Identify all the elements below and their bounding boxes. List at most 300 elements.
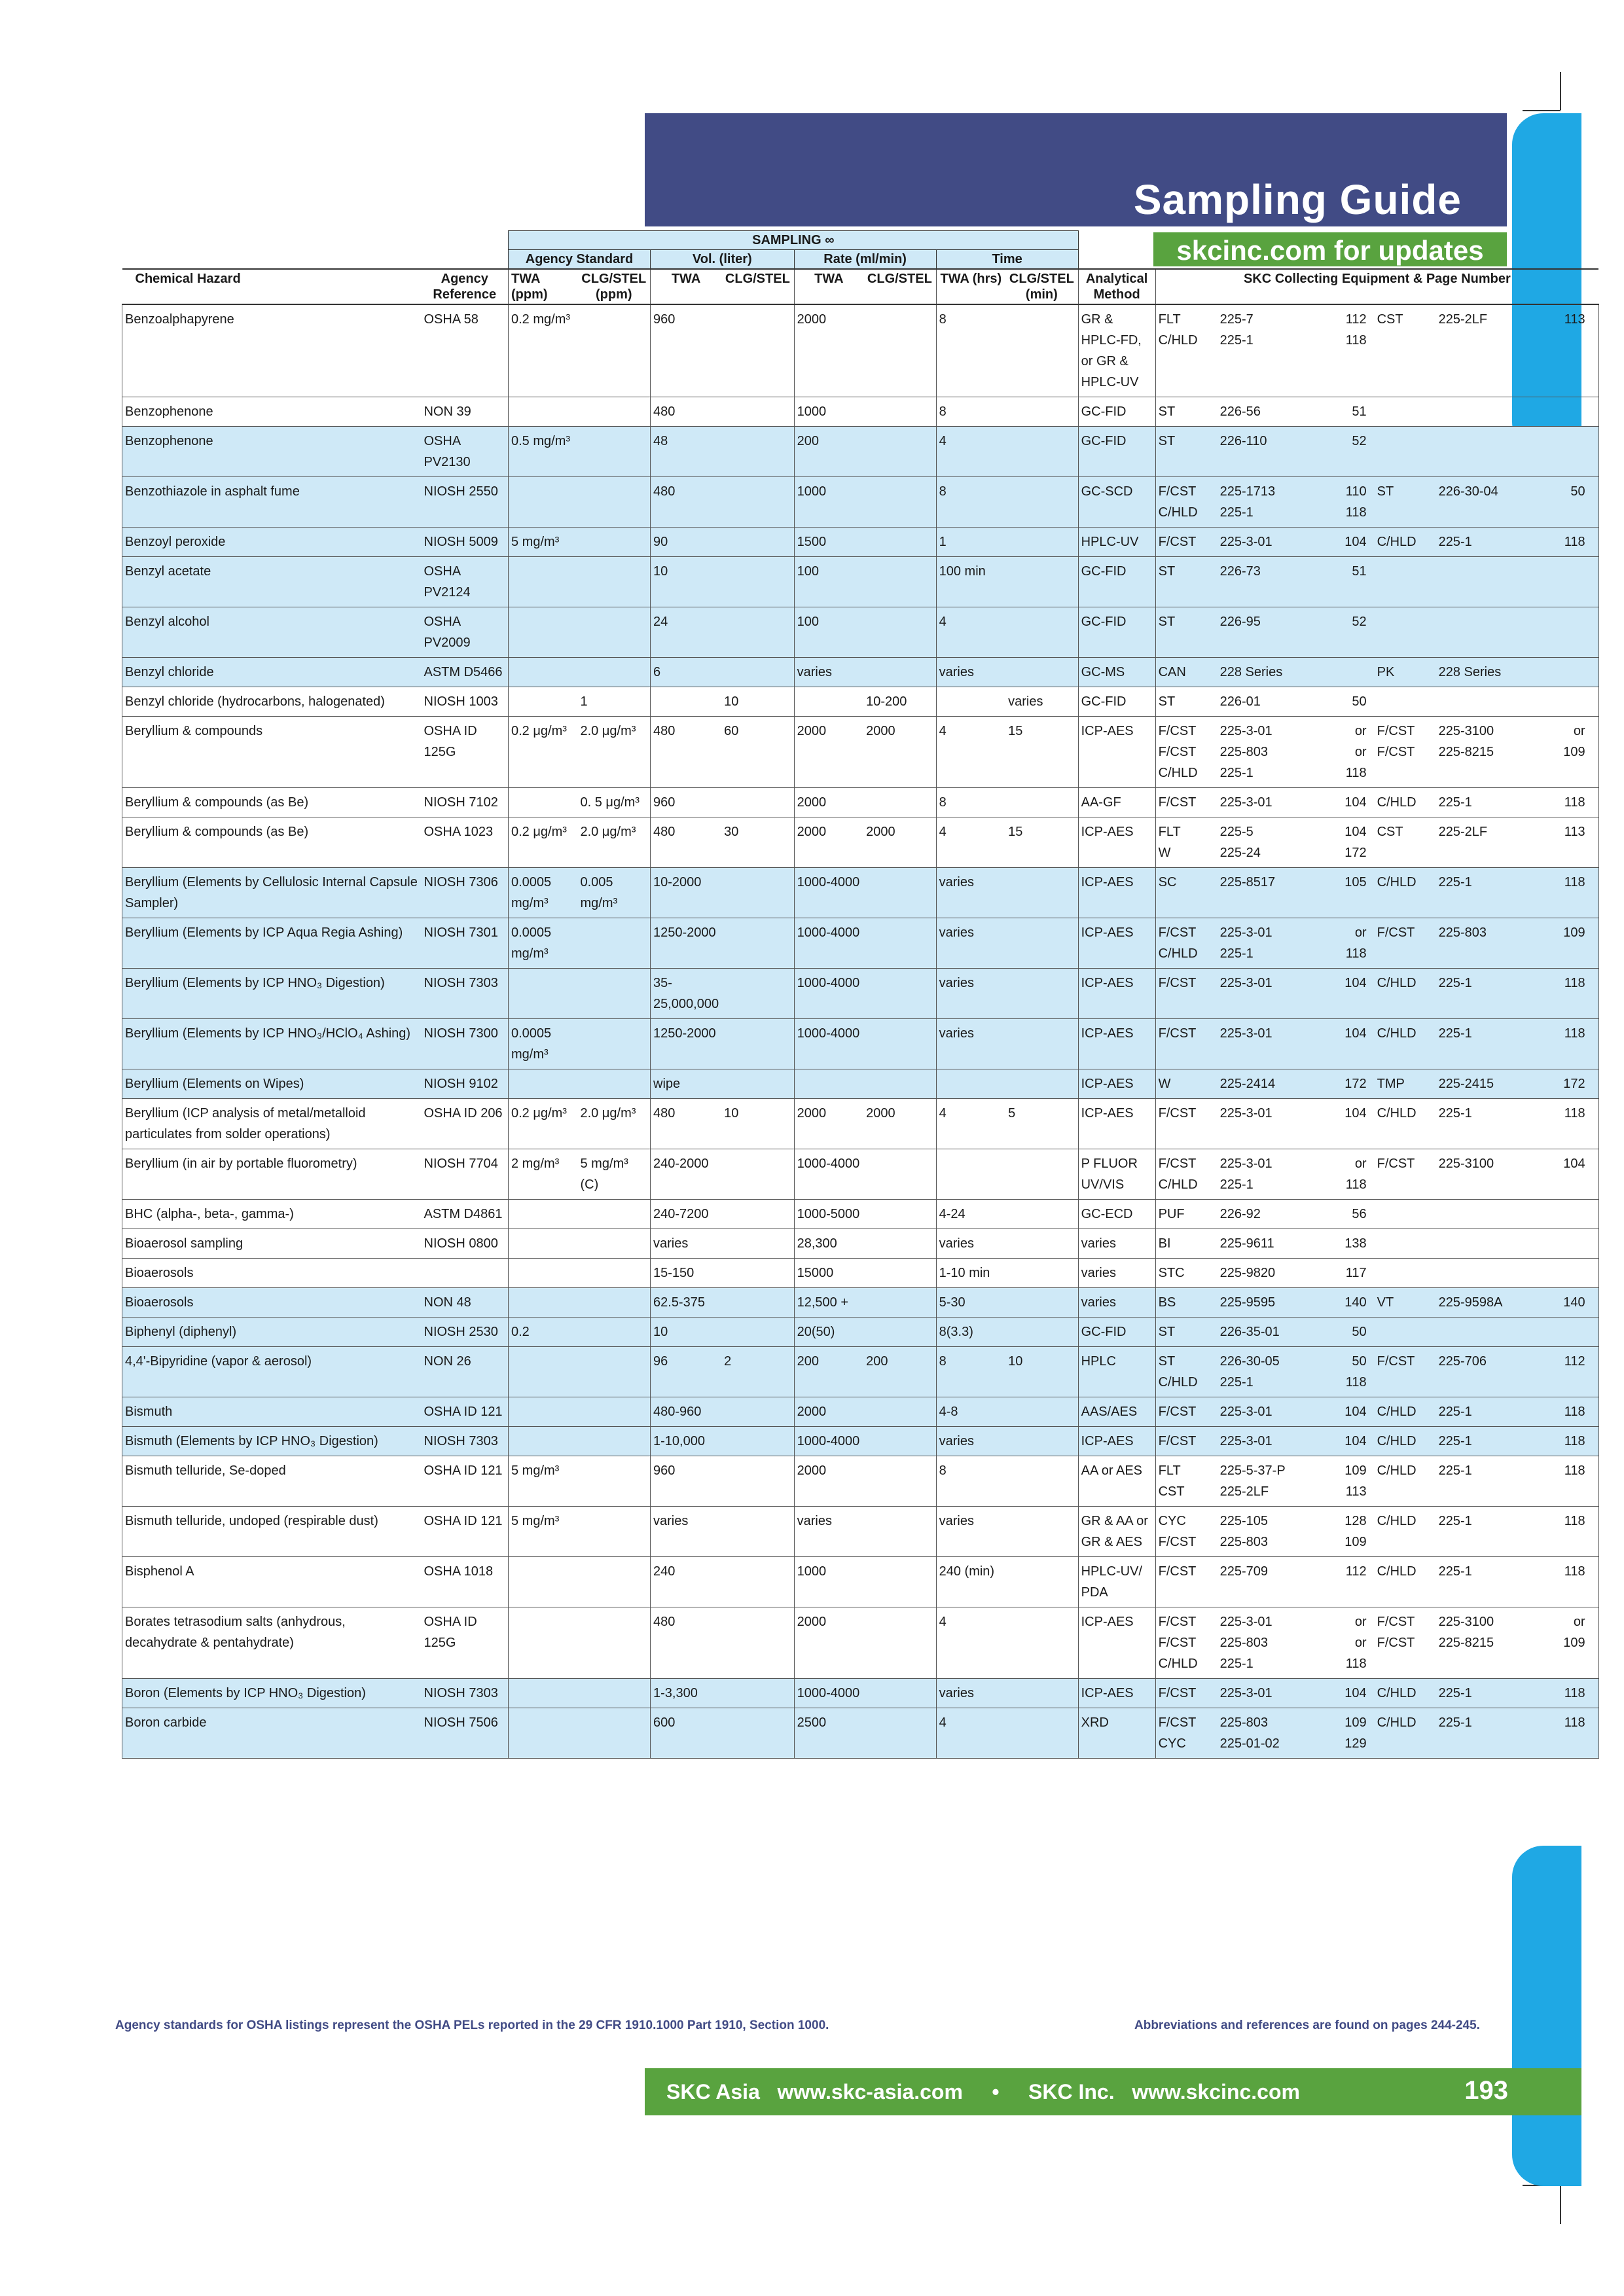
cell-vol-twa: 240-7200 — [651, 1200, 722, 1229]
cell-rate-clg-stel: 2000 — [863, 817, 936, 868]
cell-twa-ppm — [509, 477, 578, 528]
equipment-page — [1550, 611, 1596, 632]
cell-rate-clg-stel: 10-200 — [863, 687, 936, 717]
cell-agency-reference: NIOSH 7306 — [422, 868, 509, 918]
side-tab — [1512, 1846, 1581, 2186]
equipment-page: or — [1354, 745, 1367, 759]
equipment-code: ST — [1377, 484, 1394, 499]
equipment-number: 225-1 — [1219, 946, 1254, 961]
cell-clg-stel-ppm — [578, 607, 651, 658]
footer-band — [645, 2068, 1581, 2115]
equipment-code: F/CST — [1377, 925, 1415, 940]
cell-clg-stel-ppm — [578, 1397, 651, 1427]
cell-rate-clg-stel: 200 — [863, 1347, 936, 1397]
equipment-number: 225-1 — [1438, 795, 1472, 810]
equipment-page: 118 — [1564, 1564, 1585, 1579]
cell-agency-reference: NIOSH 7303 — [422, 969, 509, 1019]
cell-time-clg-stel — [1005, 658, 1078, 687]
cell-time-twa: 8 — [936, 397, 1005, 427]
equipment-page: 118 — [1564, 976, 1585, 990]
equipment-number: 225-8215 — [1438, 1636, 1494, 1650]
equipment-page — [1550, 1174, 1596, 1195]
cell-collecting-equipment — [1155, 304, 1598, 397]
sampling-table — [122, 230, 1599, 1759]
cell-twa-ppm — [509, 1557, 578, 1607]
cell-twa-ppm — [509, 607, 578, 658]
equipment-page — [1550, 1321, 1596, 1342]
cell-rate-twa: 1500 — [794, 528, 863, 557]
cell-analytical-method: GC-FID — [1078, 427, 1155, 477]
cell-analytical-method: GC-MS — [1078, 658, 1155, 687]
cell-vol-twa: 35-25,000,000 — [651, 969, 722, 1019]
cell-collecting-equipment — [1155, 817, 1598, 868]
equipment-code: ST — [1158, 1354, 1176, 1369]
equipment-page: 118 — [1564, 1026, 1585, 1041]
cell-time-twa: 8 — [936, 1456, 1005, 1507]
equipment-page: 50 — [1352, 1325, 1367, 1339]
equipment-line — [1159, 1174, 1596, 1195]
table-row — [122, 427, 1599, 477]
cell-vol-clg-stel — [721, 1019, 794, 1069]
cell-collecting-equipment — [1155, 1708, 1598, 1759]
equipment-code: CST — [1377, 825, 1403, 839]
equipment-code: F/CST — [1377, 1615, 1415, 1629]
cell-twa-ppm — [509, 1427, 578, 1456]
table-row — [122, 687, 1599, 717]
equipment-page: or — [1573, 724, 1585, 738]
equipment-code: C/HLD — [1158, 505, 1198, 520]
equipment-code: C/HLD — [1377, 1106, 1416, 1121]
equipment-code: F/CST — [1158, 1434, 1197, 1448]
equipment-page: 104 — [1344, 825, 1367, 839]
equipment-page: 104 — [1563, 1157, 1585, 1171]
equipment-code — [1377, 401, 1439, 422]
cell-chemical-hazard: Benzyl acetate — [122, 557, 422, 607]
cell-collecting-equipment — [1155, 557, 1598, 607]
equipment-line — [1159, 662, 1596, 683]
cell-twa-ppm: 0.0005 mg/m³ — [509, 1019, 578, 1069]
cell-clg-stel-ppm: 0.005 mg/m³ — [578, 868, 651, 918]
equipment-page — [1550, 1481, 1596, 1502]
equipment-code: FLT — [1158, 1463, 1181, 1478]
equipment-code: F/CST — [1158, 1535, 1197, 1549]
cell-vol-clg-stel — [721, 1069, 794, 1099]
equipment-code: C/HLD — [1158, 1177, 1198, 1192]
cell-chemical-hazard: Beryllium & compounds (as Be) — [122, 817, 422, 868]
equipment-code: C/HLD — [1377, 1405, 1416, 1419]
cell-rate-twa: 2000 — [794, 1456, 863, 1507]
equipment-number: 225-3-01 — [1219, 1157, 1272, 1171]
cell-agency-reference: NON 39 — [422, 397, 509, 427]
cell-twa-ppm: 0.2 μg/m³ — [509, 1099, 578, 1149]
equipment-page: 113 — [1345, 1484, 1367, 1499]
equipment-number: 225-1 — [1438, 1514, 1472, 1528]
cell-analytical-method: ICP-AES — [1078, 918, 1155, 969]
equipment-line — [1159, 1683, 1596, 1704]
equipment-line — [1159, 1073, 1596, 1094]
cell-clg-stel-ppm — [578, 1318, 651, 1347]
cell-vol-twa: 480 — [651, 717, 722, 788]
cell-chemical-hazard: Boron carbide — [122, 1708, 422, 1759]
updates-link[interactable]: skcinc.com for updates — [1176, 235, 1484, 266]
equipment-line — [1159, 309, 1596, 330]
equipment-page: 118 — [1345, 333, 1367, 348]
cell-chemical-hazard: Bioaerosol sampling — [122, 1229, 422, 1259]
equipment-code: C/HLD — [1377, 535, 1416, 549]
table-row — [122, 1557, 1599, 1607]
col-vol-twa: TWA — [651, 269, 722, 304]
equipment-page: 118 — [1564, 1106, 1585, 1121]
cell-vol-twa: 480 — [651, 1099, 722, 1149]
equipment-number: 225-9595 — [1219, 1295, 1276, 1310]
equipment-number: 226-95 — [1219, 615, 1261, 629]
cell-rate-twa: 15000 — [794, 1259, 863, 1288]
cell-collecting-equipment — [1155, 788, 1598, 817]
equipment-page: 118 — [1564, 795, 1585, 810]
cell-analytical-method: GC-FID — [1078, 687, 1155, 717]
table-row — [122, 1318, 1599, 1347]
equipment-code — [1377, 431, 1439, 452]
cell-twa-ppm: 0.2 — [509, 1318, 578, 1347]
equipment-code: F/CST — [1377, 1636, 1415, 1650]
cell-analytical-method: XRD — [1078, 1708, 1155, 1759]
cell-time-twa: 4 — [936, 1708, 1005, 1759]
cell-twa-ppm — [509, 788, 578, 817]
equipment-number: 225-2LF — [1438, 312, 1488, 327]
cell-rate-clg-stel — [863, 397, 936, 427]
cell-analytical-method: ICP-AES — [1078, 1679, 1155, 1708]
cell-agency-reference — [422, 1259, 509, 1288]
cell-clg-stel-ppm — [578, 1679, 651, 1708]
page-title: Sampling Guide — [1133, 176, 1462, 223]
equipment-number: 225-8517 — [1219, 875, 1276, 889]
equipment-code: F/CST — [1158, 1106, 1197, 1121]
table-row — [122, 1288, 1599, 1318]
equipment-code: ST — [1158, 434, 1176, 448]
cell-rate-twa: 2000 — [794, 304, 863, 397]
equipment-number: 225-1 — [1219, 1177, 1254, 1192]
equipment-number: 225-3-01 — [1219, 1026, 1272, 1041]
equipment-page: 118 — [1345, 1375, 1367, 1390]
cell-chemical-hazard: Beryllium (ICP analysis of metal/metalloid particulates from solder operations) — [122, 1099, 422, 1149]
cell-rate-clg-stel — [863, 1557, 936, 1607]
equipment-page — [1550, 691, 1596, 712]
equipment-page: 138 — [1344, 1236, 1367, 1251]
cell-twa-ppm: 0.0005 mg/m³ — [509, 868, 578, 918]
cell-analytical-method: AAS/AES — [1078, 1397, 1155, 1427]
cell-analytical-method: HPLC-UV — [1078, 528, 1155, 557]
cell-vol-clg-stel — [721, 557, 794, 607]
cell-rate-twa: 1000 — [794, 1557, 863, 1607]
equipment-page: 118 — [1564, 875, 1585, 889]
cell-rate-clg-stel — [863, 557, 936, 607]
equipment-page: or — [1354, 1636, 1367, 1650]
equipment-page: 112 — [1345, 1564, 1367, 1579]
cell-time-twa: 8(3.3) — [936, 1318, 1005, 1347]
column-header-row — [122, 269, 1599, 304]
table-row — [122, 1708, 1599, 1759]
cell-clg-stel-ppm: 2.0 μg/m³ — [578, 717, 651, 788]
cell-rate-clg-stel — [863, 658, 936, 687]
cell-collecting-equipment — [1155, 1288, 1598, 1318]
equipment-code: SC — [1158, 875, 1177, 889]
equipment-page — [1550, 1233, 1596, 1254]
cell-vol-clg-stel — [721, 1679, 794, 1708]
table-row — [122, 868, 1599, 918]
cell-agency-reference: OSHA 1023 — [422, 817, 509, 868]
cell-time-twa: 240 (min) — [936, 1557, 1005, 1607]
cell-rate-clg-stel — [863, 918, 936, 969]
cell-time-twa: varies — [936, 1229, 1005, 1259]
cell-chemical-hazard: Beryllium (Elements by ICP HNO₃ Digestion) — [122, 969, 422, 1019]
equipment-code: F/CST — [1158, 795, 1197, 810]
cell-rate-twa: varies — [794, 1507, 863, 1557]
equipment-page: 118 — [1345, 505, 1367, 520]
cell-twa-ppm: 0.2 mg/m³ — [509, 304, 578, 397]
col-time-clg-stel: CLG/STEL (min) — [1005, 269, 1078, 304]
table-row — [122, 969, 1599, 1019]
equipment-code: ST — [1158, 615, 1176, 629]
cell-agency-reference: OSHA ID 121 — [422, 1456, 509, 1507]
equipment-code: ST — [1158, 694, 1176, 709]
equipment-page: 112 — [1564, 1354, 1585, 1369]
equipment-line — [1159, 1632, 1596, 1653]
cell-time-twa: varies — [936, 1019, 1005, 1069]
cell-time-twa: varies — [936, 969, 1005, 1019]
cell-time-clg-stel: varies — [1005, 687, 1078, 717]
group-time: Time — [936, 250, 1078, 270]
equipment-number — [1439, 1204, 1550, 1225]
table-row — [122, 397, 1599, 427]
equipment-line — [1159, 1372, 1596, 1393]
cell-vol-clg-stel — [721, 397, 794, 427]
equipment-line — [1159, 481, 1596, 502]
equipment-line — [1159, 1153, 1596, 1174]
cell-chemical-hazard: 4,4'-Bipyridine (vapor & aerosol) — [122, 1347, 422, 1397]
cell-time-clg-stel: 10 — [1005, 1347, 1078, 1397]
cell-collecting-equipment — [1155, 1318, 1598, 1347]
equipment-page: 140 — [1563, 1295, 1585, 1310]
equipment-line — [1159, 792, 1596, 813]
cell-rate-twa: 2000 — [794, 1099, 863, 1149]
col-time-twa: TWA (hrs) — [936, 269, 1005, 304]
equipment-code — [1377, 1532, 1439, 1552]
equipment-code: C/HLD — [1377, 976, 1416, 990]
equipment-number — [1439, 1372, 1550, 1393]
equipment-page: 104 — [1344, 1434, 1367, 1448]
equipment-code: F/CST — [1158, 1715, 1197, 1730]
cell-agency-reference: NIOSH 7303 — [422, 1427, 509, 1456]
cell-agency-reference: NIOSH 0800 — [422, 1229, 509, 1259]
equipment-page — [1550, 662, 1596, 683]
footer-sites[interactable]: SKC Asia www.skc-asia.com • SKC Inc. www.skcinc.com — [666, 2080, 1300, 2104]
table-row — [122, 304, 1599, 397]
page-number: 193 — [1464, 2076, 1508, 2105]
cell-agency-reference: OSHA 1018 — [422, 1557, 509, 1607]
cell-time-clg-stel — [1005, 528, 1078, 557]
equipment-page — [1550, 1532, 1596, 1552]
cell-analytical-method: GC-FID — [1078, 557, 1155, 607]
cell-analytical-method: ICP-AES — [1078, 1069, 1155, 1099]
cell-clg-stel-ppm — [578, 1427, 651, 1456]
cell-vol-clg-stel — [721, 607, 794, 658]
equipment-number — [1439, 1653, 1550, 1674]
equipment-code — [1377, 1233, 1439, 1254]
cell-vol-twa: 960 — [651, 788, 722, 817]
equipment-line — [1159, 742, 1596, 762]
crop-mark — [1560, 72, 1561, 110]
equipment-number: 225-3-01 — [1219, 1434, 1272, 1448]
cell-collecting-equipment — [1155, 1456, 1598, 1507]
cell-analytical-method: GC-SCD — [1078, 477, 1155, 528]
equipment-number: 225-9611 — [1219, 1236, 1274, 1251]
cell-vol-clg-stel — [721, 868, 794, 918]
cell-time-clg-stel — [1005, 1397, 1078, 1427]
cell-analytical-method: varies — [1078, 1288, 1155, 1318]
cell-rate-twa — [794, 1069, 863, 1099]
equipment-code: W — [1158, 1077, 1171, 1091]
equipment-number: 225-803 — [1219, 1715, 1269, 1730]
cell-vol-twa: 1-10,000 — [651, 1427, 722, 1456]
cell-vol-twa: 480 — [651, 397, 722, 427]
equipment-number — [1439, 943, 1550, 964]
cell-vol-twa: 10 — [651, 1318, 722, 1347]
cell-chemical-hazard: Beryllium (Elements by ICP Aqua Regia Ashing) — [122, 918, 422, 969]
equipment-code: F/CST — [1158, 1636, 1197, 1650]
cell-clg-stel-ppm: 2.0 μg/m³ — [578, 817, 651, 868]
cell-agency-reference: OSHA PV2009 — [422, 607, 509, 658]
cell-time-twa: varies — [936, 918, 1005, 969]
equipment-page: or — [1354, 925, 1367, 940]
equipment-page: 140 — [1344, 1295, 1367, 1310]
equipment-page: 118 — [1564, 1686, 1585, 1700]
cell-collecting-equipment — [1155, 918, 1598, 969]
equipment-code: C/HLD — [1158, 766, 1198, 780]
cell-twa-ppm: 0.5 mg/m³ — [509, 427, 578, 477]
cell-twa-ppm — [509, 397, 578, 427]
cell-analytical-method: AA-GF — [1078, 788, 1155, 817]
equipment-code: C/HLD — [1377, 1686, 1416, 1700]
cell-twa-ppm: 2 mg/m³ — [509, 1149, 578, 1200]
equipment-page: 104 — [1344, 1405, 1367, 1419]
cell-vol-twa: 600 — [651, 1708, 722, 1759]
cell-clg-stel-ppm — [578, 1288, 651, 1318]
equipment-number — [1439, 1481, 1550, 1502]
equipment-line — [1159, 1401, 1596, 1422]
equipment-number: 225-3-01 — [1219, 1405, 1272, 1419]
equipment-code: F/CST — [1377, 1157, 1415, 1171]
cell-time-twa — [936, 687, 1005, 717]
cell-clg-stel-ppm — [578, 304, 651, 397]
group-rate: Rate (ml/min) — [794, 250, 936, 270]
equipment-line — [1159, 1263, 1596, 1283]
equipment-code: CYC — [1158, 1736, 1186, 1751]
equipment-code — [1377, 1733, 1439, 1754]
cell-clg-stel-ppm — [578, 1019, 651, 1069]
cell-analytical-method: varies — [1078, 1229, 1155, 1259]
cell-time-twa: 8 — [936, 477, 1005, 528]
equipment-code: F/CST — [1377, 745, 1415, 759]
equipment-line — [1159, 922, 1596, 943]
table-row — [122, 1019, 1599, 1069]
equipment-code: CAN — [1158, 665, 1186, 679]
cell-collecting-equipment — [1155, 1427, 1598, 1456]
equipment-number: 225-8215 — [1438, 745, 1494, 759]
equipment-page: 118 — [1564, 535, 1585, 549]
equipment-page: 104 — [1344, 1026, 1367, 1041]
cell-chemical-hazard: Bioaerosols — [122, 1288, 422, 1318]
equipment-page: or — [1354, 1157, 1367, 1171]
equipment-number: 225-3100 — [1438, 724, 1494, 738]
cell-vol-twa: 1-3,300 — [651, 1679, 722, 1708]
footnote-abbreviations: Abbreviations and references are found on pages 244-245. — [1134, 2018, 1480, 2032]
equipment-code — [1377, 762, 1439, 783]
cell-rate-clg-stel — [863, 1318, 936, 1347]
cell-time-twa: 100 min — [936, 557, 1005, 607]
table-row — [122, 1149, 1599, 1200]
cell-twa-ppm — [509, 687, 578, 717]
equipment-number: 225-1 — [1438, 976, 1472, 990]
equipment-number — [1439, 611, 1550, 632]
cell-time-clg-stel — [1005, 427, 1078, 477]
col-collecting-equipment: SKC Collecting Equipment & Page Number — [1155, 269, 1598, 304]
equipment-code: C/HLD — [1158, 1375, 1198, 1390]
equipment-page: 172 — [1344, 1077, 1367, 1091]
cell-time-clg-stel: 5 — [1005, 1099, 1078, 1149]
cell-agency-reference: OSHA ID 125G — [422, 1607, 509, 1679]
cell-analytical-method: P FLUOR UV/VIS — [1078, 1149, 1155, 1200]
cell-time-twa: varies — [936, 1427, 1005, 1456]
cell-time-clg-stel: 15 — [1005, 817, 1078, 868]
cell-rate-twa: 100 — [794, 557, 863, 607]
cell-time-twa: 4 — [936, 817, 1005, 868]
cell-vol-twa: 240 — [651, 1557, 722, 1607]
cell-vol-twa: 960 — [651, 1456, 722, 1507]
equipment-number: 225-3-01 — [1219, 925, 1272, 940]
cell-collecting-equipment — [1155, 397, 1598, 427]
equipment-code — [1377, 1372, 1439, 1393]
cell-time-clg-stel — [1005, 1229, 1078, 1259]
equipment-line — [1159, 821, 1596, 842]
equipment-number: 225-1 — [1438, 1026, 1472, 1041]
col-rate-twa: TWA — [794, 269, 863, 304]
equipment-page: 51 — [1352, 404, 1367, 419]
equipment-page: 105 — [1344, 875, 1367, 889]
equipment-code: C/HLD — [1377, 1514, 1416, 1528]
equipment-page: 51 — [1352, 564, 1367, 579]
cell-rate-clg-stel — [863, 427, 936, 477]
cell-clg-stel-ppm: 2.0 μg/m³ — [578, 1099, 651, 1149]
cell-vol-clg-stel — [721, 1507, 794, 1557]
cell-time-clg-stel — [1005, 304, 1078, 397]
equipment-page: 118 — [1564, 1514, 1585, 1528]
equipment-number — [1439, 330, 1550, 351]
cell-agency-reference: NIOSH 7303 — [422, 1679, 509, 1708]
cell-time-twa: 5-30 — [936, 1288, 1005, 1318]
cell-time-twa: varies — [936, 868, 1005, 918]
cell-vol-clg-stel — [721, 1288, 794, 1318]
cell-collecting-equipment — [1155, 1229, 1598, 1259]
cell-vol-twa: 240-2000 — [651, 1149, 722, 1200]
table-row — [122, 1229, 1599, 1259]
equipment-code — [1377, 502, 1439, 523]
cell-time-clg-stel — [1005, 607, 1078, 658]
equipment-number: 228 Series — [1219, 665, 1283, 679]
table-row — [122, 1069, 1599, 1099]
cell-clg-stel-ppm — [578, 1557, 651, 1607]
equipment-page: 129 — [1344, 1736, 1367, 1751]
cell-collecting-equipment — [1155, 427, 1598, 477]
